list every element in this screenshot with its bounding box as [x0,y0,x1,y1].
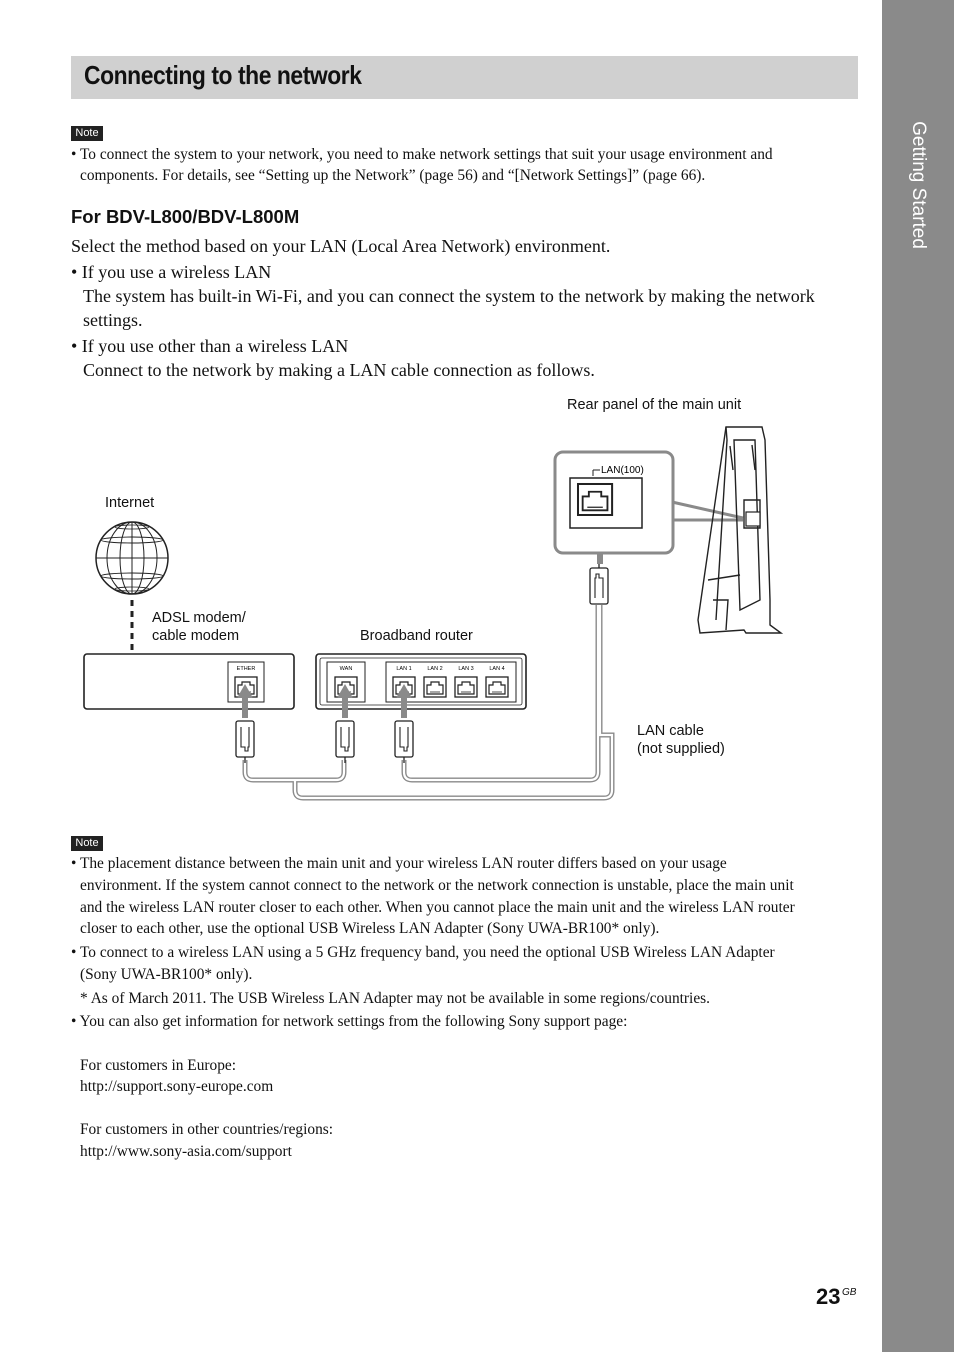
bullet-wireless-desc: The system has built-in Wi-Fi, and you can connect the system to the network by making the network [83,286,815,306]
note2-footnote: * As of March 2011. The USB Wireless LAN Adapter may not be available in some regions/countries. [80,990,710,1007]
internet-label: Internet [105,495,155,511]
note2-badge: Note [71,836,103,851]
lan100-label: LAN(100) [601,465,644,476]
intro-text: Select the method based on your LAN (Local Area Network) environment. [71,236,611,256]
plug-main-unit-icon [590,562,608,604]
note2-line-4: closer to each other, use the optional USB Wireless LAN Adapter (Sony UWA-BR100* only). [80,920,660,937]
lan3-port-icon [455,677,477,697]
bullet-wireless: • If you use a wireless LAN [71,262,272,282]
ether-label: ETHER [236,666,256,672]
note2-line-6: (Sony UWA-BR100* only). [80,966,253,983]
lan4-label: LAN 4 [489,666,505,672]
note1-line-1: • To connect the system to your network, you need to make network settings that suit your usage environment and [71,146,773,163]
bullet-wired: • If you use other than a wireless LAN [71,336,349,356]
note2-line-2: environment. If the system cannot connect to the network or the network connection is unstable, place the main unit [80,877,794,894]
section-heading: For BDV-L800/BDV-L800M [71,206,300,227]
note2-line-1: • The placement distance between the main unit and your wireless LAN router differs based on your usage [71,855,727,872]
note-badge: Note [71,126,103,141]
modem-label-1: ADSL modem/ [152,610,246,626]
page-suffix: GB [842,1287,857,1298]
note2-line-5: • To connect to a wireless LAN using a 5 GHz frequency band, you need the optional USB Wireless LAN Adapter [71,944,775,961]
other-regions-label: For customers in other countries/regions: [80,1121,334,1138]
lan2-label: LAN 2 [427,666,443,672]
cable-label-2: (not supplied) [637,741,725,757]
cable-label-1: LAN cable [637,723,704,739]
bullet-wired-desc: Connect to the network by making a LAN cable connection as follows. [83,360,595,380]
router-label: Broadband router [360,628,473,644]
main-unit-side-view [698,427,781,633]
note2-line-8: • You can also get information for network settings from the following Sony support page: [71,1013,628,1030]
page-title: Connecting to the network [84,60,362,90]
lan4-port-icon [486,677,508,697]
lan3-label: LAN 3 [458,666,474,672]
wan-label: WAN [339,666,353,672]
plug-modem-icon [236,721,254,763]
modem-label-2: cable modem [152,628,240,644]
europe-url[interactable]: http://support.sony-europe.com [80,1078,274,1095]
rear-panel-label: Rear panel of the main unit [567,397,742,413]
plug-wan-icon [336,721,354,763]
plug-lan-icon [395,721,413,763]
internet-globe-icon [96,522,168,594]
lan2-port-icon [424,677,446,697]
lan1-label: LAN 1 [396,666,412,672]
section-side-label: Getting Started [908,121,929,249]
note1-line-2: components. For details, see “Setting up the Network” (page 56) and “[Network Settings]” (page 66). [80,167,706,184]
europe-label: For customers in Europe: [80,1057,237,1074]
note2-line-3: and the wireless LAN router closer to each other. When you cannot place the main unit and the wireless LAN router [80,899,795,916]
bullet-wireless-desc-2: settings. [83,310,143,330]
lan100-port-icon [578,484,612,515]
other-regions-url[interactable]: http://www.sony-asia.com/support [80,1143,292,1160]
page-number: 23 [816,1284,841,1309]
